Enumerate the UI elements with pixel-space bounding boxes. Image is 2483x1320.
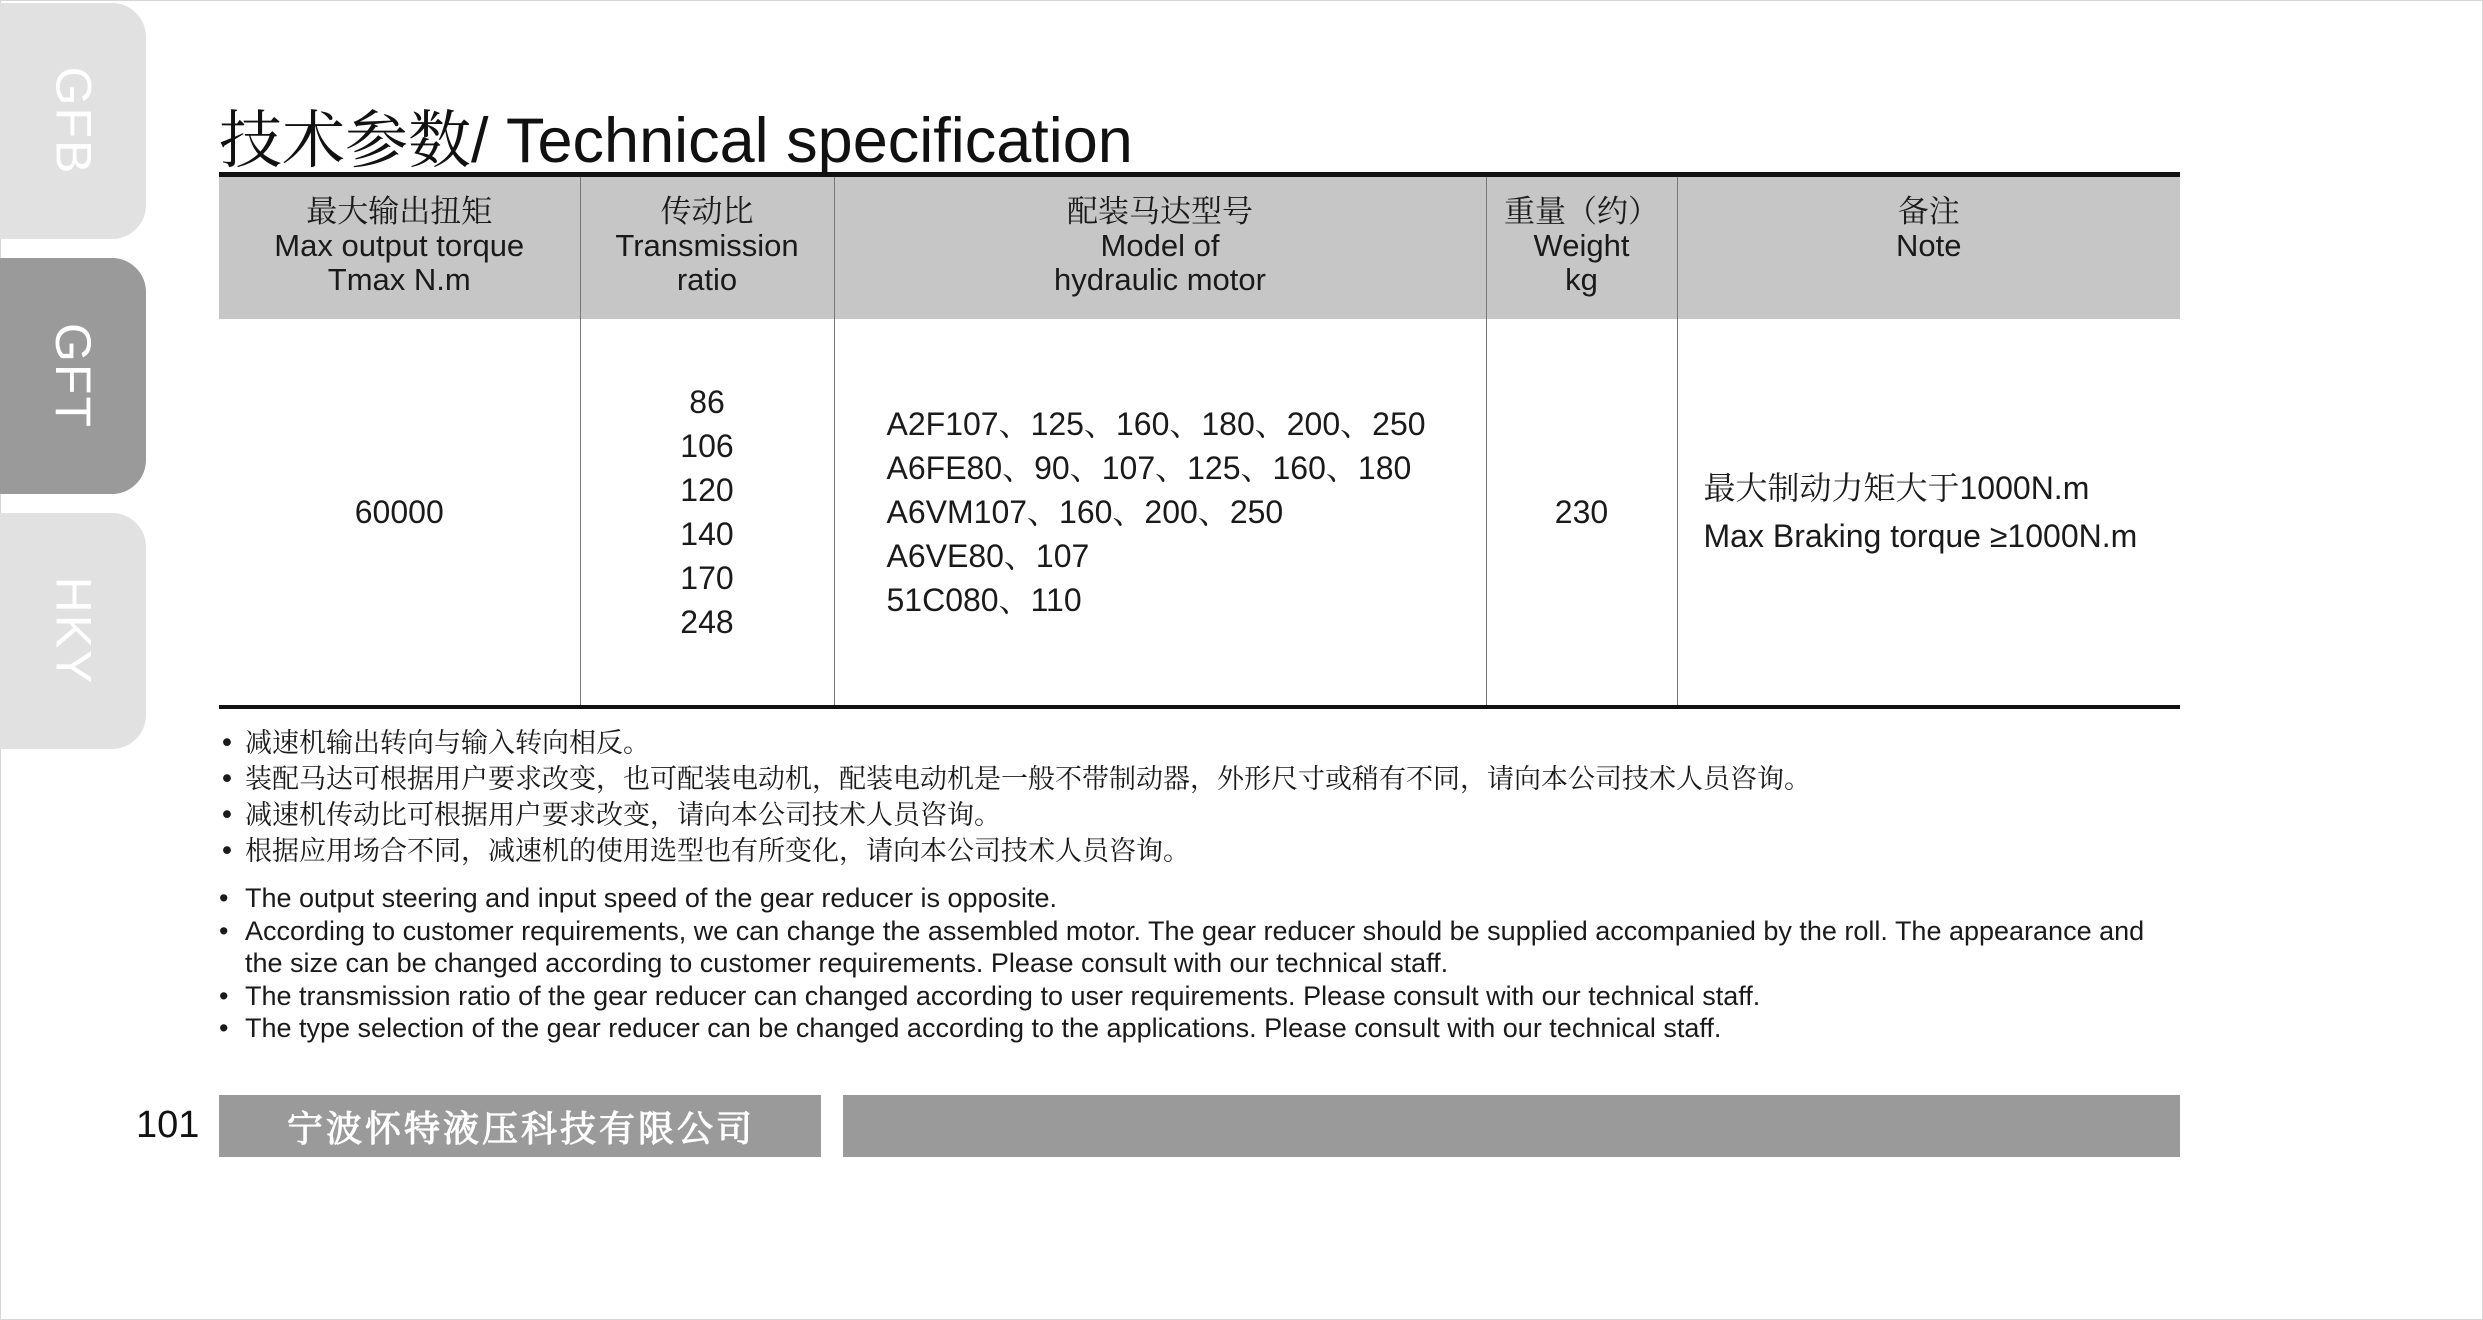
footer-bar bbox=[843, 1095, 2180, 1157]
ratio-value: 86 bbox=[689, 383, 725, 420]
tab-gfb[interactable] bbox=[0, 3, 146, 239]
header-weight bbox=[1486, 175, 1677, 319]
spec-table bbox=[219, 172, 2180, 709]
header-ratio bbox=[580, 175, 834, 319]
ratio-value: 248 bbox=[680, 603, 734, 640]
header-text: Weight bbox=[1533, 228, 1630, 263]
cell-torque: 60000 bbox=[219, 319, 580, 707]
header-text: Tmax N.m bbox=[327, 262, 471, 297]
list-item: • 装配马达可根据用户要求改变，也可配装电动机，配装电动机是一般不带制动器，外形尺寸或稍有不同，请向本公司技术人员咨询。 bbox=[219, 762, 2189, 798]
list-item: • 减速机传动比可根据用户要求改变，请向本公司技术人员咨询。 bbox=[219, 798, 2189, 834]
ratio-value: 120 bbox=[680, 471, 734, 508]
tab-gft-label: GFT bbox=[44, 323, 101, 429]
header-text: kg bbox=[1565, 262, 1598, 297]
header-text: 重量（约） bbox=[1504, 194, 1659, 229]
header-text: Note bbox=[1896, 228, 1962, 263]
table-row bbox=[219, 319, 2180, 707]
table-header-row bbox=[219, 175, 2180, 319]
header-torque bbox=[219, 175, 580, 319]
ratio-value: 140 bbox=[680, 515, 734, 552]
motor-model: A6VM107、160、200、250 bbox=[886, 493, 1284, 530]
list-item: • According to customer requirements, we can change the assembled motor. The gear reducer should be supplied accompanied by the roll. The appearance and the size can be changed according to customer requirements. Please consult with our technical staff. bbox=[219, 915, 2189, 980]
note-line: Max Braking torque ≥1000N.m bbox=[1703, 517, 2138, 554]
motor-model: A6FE80、90、107、125、160、180 bbox=[886, 449, 1412, 486]
notes-english bbox=[219, 882, 2189, 1045]
company-name: 宁波怀特液压科技有限公司 bbox=[219, 1095, 821, 1157]
cell-note bbox=[1677, 319, 2180, 707]
list-item: • The output steering and input speed of the gear reducer is opposite. bbox=[219, 882, 2189, 915]
header-text: 备注 bbox=[1897, 194, 1960, 229]
header-text: 最大输出扭矩 bbox=[306, 194, 493, 229]
motor-model: A6VE80、107 bbox=[886, 537, 1090, 574]
motor-model: 51C080、110 bbox=[886, 581, 1082, 618]
list-item: • 根据应用场合不同，减速机的使用选型也有所变化，请向本公司技术人员咨询。 bbox=[219, 834, 2189, 870]
header-text: ratio bbox=[676, 262, 738, 297]
header-note bbox=[1677, 175, 2180, 319]
notes-chinese bbox=[219, 726, 2189, 870]
list-item: • The transmission ratio of the gear reducer can changed according to user requirements. Please consult with our technical staff. bbox=[219, 980, 2189, 1013]
header-text: 传动比 bbox=[660, 194, 754, 229]
header-text: 配装马达型号 bbox=[1067, 194, 1253, 229]
cell-ratios bbox=[580, 319, 834, 707]
list-item: • 减速机输出转向与输入转向相反。 bbox=[219, 726, 2189, 762]
motor-model: A2F107、125、160、180、200、250 bbox=[886, 405, 1426, 442]
header-text: hydraulic motor bbox=[1054, 262, 1266, 297]
cell-weight: 230 bbox=[1486, 319, 1677, 707]
ratio-value: 170 bbox=[680, 559, 734, 596]
list-item: • The type selection of the gear reducer can be changed according to the applications. Please consult with our technical staff. bbox=[219, 1012, 2189, 1045]
note-line: 最大制动力矩大于1000N.m bbox=[1703, 469, 2090, 506]
page-number: 101 bbox=[136, 1104, 200, 1146]
header-motor bbox=[834, 175, 1486, 319]
ratio-value: 106 bbox=[680, 427, 734, 464]
header-text: Max output torque bbox=[274, 228, 525, 263]
page-title: 技术参数/ Technical specification bbox=[219, 106, 1133, 176]
header-text: Transmission bbox=[615, 228, 799, 263]
header-text: Model of bbox=[1100, 228, 1220, 263]
tab-hky-label: HKY bbox=[45, 576, 101, 686]
tab-gft[interactable] bbox=[0, 258, 146, 494]
cell-motors bbox=[834, 319, 1486, 707]
tab-gfb-label: GFB bbox=[44, 66, 101, 176]
tab-hky[interactable] bbox=[0, 513, 146, 749]
